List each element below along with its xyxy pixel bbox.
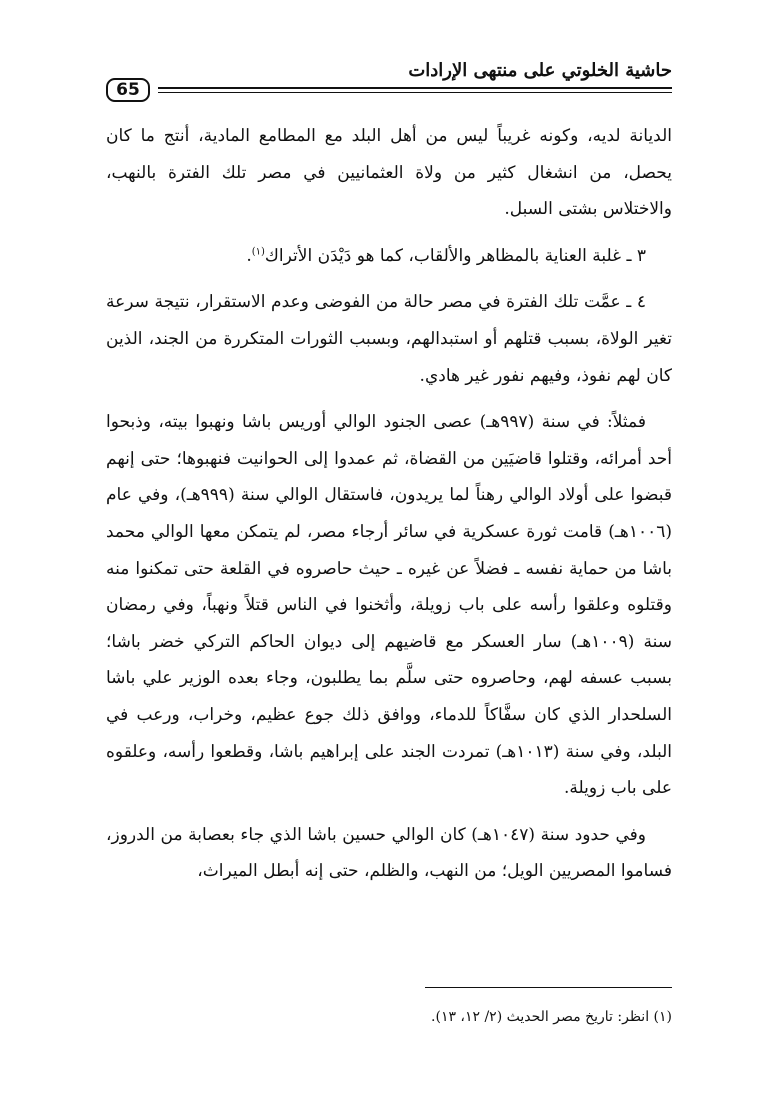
footnote-reference: (١) (251, 246, 265, 258)
page-number: 65 (116, 80, 140, 100)
header-rule-thin (158, 92, 672, 93)
paragraph: وفي حدود سنة (١٠٤٧هـ) كان الوالي حسين باشا الذي جاء بعصابة من الدروز، فساموا المصريين الويل؛ من النهب، والظلم، حتى إنه أبطل الميراث، (106, 824, 672, 882)
body-text (106, 118, 672, 890)
list-item-text: ٣ ـ غلبة العناية بالمظاهر والألقاب، كما هو دَيْدَن الأتراك (264, 245, 646, 266)
paragraph: فمثلاً: في سنة (٩٩٧هـ) عصى الجنود الوالي أوريس باشا ونهبوا بيته، وذبحوا أحد أمرائه، وقتلوا قاضيَين من القضاة، ثم عمدوا إلى الحوانيت فنهبوها؛ حتى إنهم قبضوا على أولاد الوالي رهناً لما يريدون، فاستقال الوالي سنة (٩٩٩هـ)، وفي عام (١٠٠٦هـ) قامت ثورة عسكرية في سائر أرجاء مصر، لم يتمكن معها الوالي محمد باشا من حماية نفسه ـ فضلاً عن غيره ـ حيث حاصروه في القلعة حتى تمكنوا منه وقتلوه وعلقوا رأسه على باب زويلة، وأثخنوا في الناس قتلاً ونهباً، وفي رمضان سنة (١٠٠٩هـ) سار العسكر مع قاضيهم إلى ديوان الحاكم التركي خضر باشا؛ بسبب عسفه لهم، وحاصروه حتى سلَّم بما يطلبون، وجاء بعده الوزير علي باشا السلحدار الذي كان سفَّاكاً للدماء، ووافق ذلك جوع عظيم، وخراب، ورعب في البلد، وفي سنة (١٠١٣هـ) تمردت الجند على إبراهيم باشا، وقطعوا رأسه، وعلقوه على باب زويلة. (106, 412, 673, 799)
header-rule (158, 87, 672, 89)
running-title: حاشية الخلوتي على منتهى الإرادات (408, 60, 672, 81)
footnote-rule (425, 987, 672, 988)
list-item-4: ٤ ـ عمَّت تلك الفترة في مصر حالة من الفوضى وعدم الاستقرار، نتيجة سرعة تغير الولاة، بسبب قتلهم أو استبدالهم، وبسبب الثورات المتكررة من الجند، الذين كان لهم نفوذ، وفيهم نفور غير هادي. (106, 292, 672, 386)
paragraph: الديانة لديه، وكونه غريباً ليس من أهل البلد مع المطامع المادية، أنتج ما كان يحصل، من انشغال كثير من ولاة العثمانيين في مصر تلك الفترة بالنهب، والاختلاس بشتى السبل. (106, 126, 672, 220)
list-item-end: . (246, 245, 252, 266)
list-item-3 (106, 238, 672, 275)
page-number-box (106, 78, 150, 102)
running-header (106, 58, 672, 104)
footnote: (١) انظر: تاريخ مصر الحديث (٢/ ١٢، ١٣). (431, 1009, 672, 1025)
